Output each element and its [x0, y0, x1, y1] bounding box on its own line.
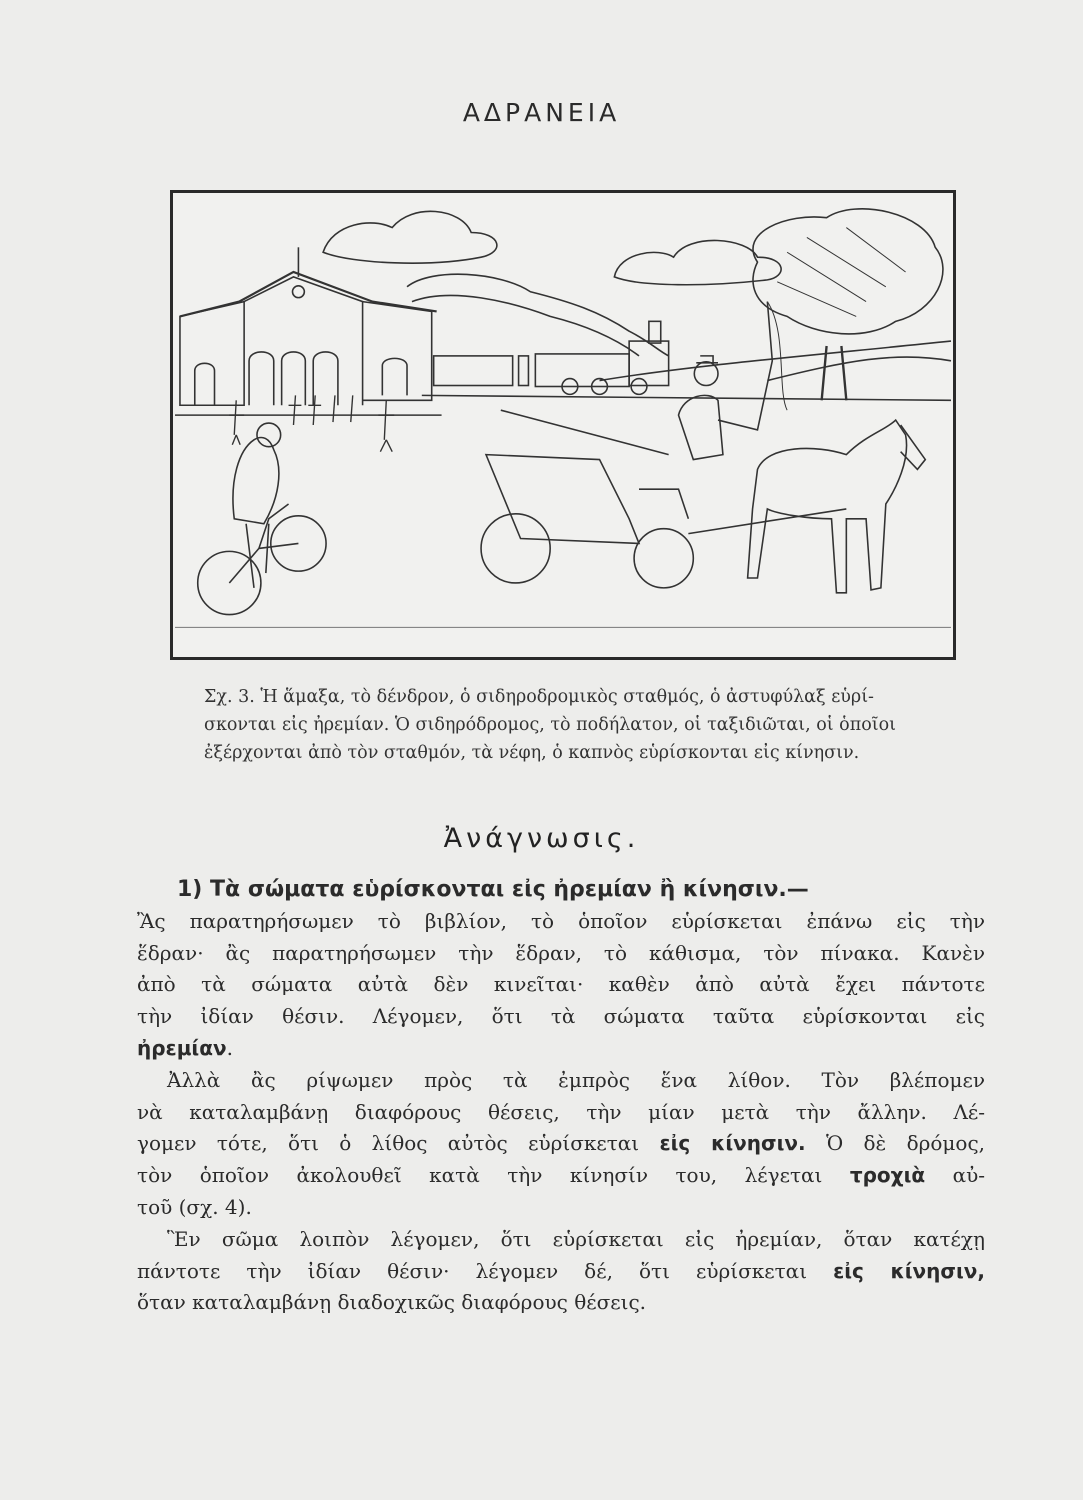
running-head: ΑΔΡΑΝΕΙΑ [462, 98, 621, 127]
subsection-heading [137, 874, 985, 906]
figure-illustration [170, 190, 956, 660]
term-motion-2: εἰς κίνησιν, [833, 1258, 986, 1283]
paragraph-1-period: . [226, 1035, 233, 1060]
paragraph-2-line-2: νὰ καταλαμβάνῃ διαφόρους θέσεις, τὴν μίαν μετὰ τὴν ἄλλην. Λέ- [137, 1099, 985, 1124]
station-scene-drawing [173, 193, 953, 657]
figure-caption [204, 683, 964, 767]
section-heading: Ἀνάγνωσις. [443, 823, 640, 854]
paragraph-3-line-3: ὅταν καταλαμβάνῃ διαδοχικῶς διαφόρους θέσεις. [137, 1290, 647, 1315]
paragraph-2-line-4-text: τὸν ὁποῖον ἀκολουθεῖ κατὰ τὴν κίνησίν του, λέγεται [137, 1163, 823, 1188]
paragraph-2-line-4-tail: αὐ- [952, 1163, 986, 1188]
term-motion: εἰς κίνησιν. [659, 1131, 806, 1156]
paragraph-2-line-5: τοῦ (σχ. 4). [137, 1194, 252, 1219]
paragraph-3-line-2 [137, 1256, 985, 1288]
caption-line-2: σκονται εἰς ἠρεμίαν. Ὁ σιδηρόδρομος, τὸ ποδήλατον, οἱ ταξιδιῶται, οἱ ὁποῖοι [204, 715, 897, 735]
paragraph-1-line-3: ἀπὸ τὰ σώματα αὐτὰ δὲν κινεῖται· καθὲν ἀπὸ αὐτὰ ἔχει πάντοτε [137, 972, 985, 997]
paragraph-2-line-4 [137, 1160, 985, 1192]
paragraph-1-line-4: τὴν ἰδίαν θέσιν. Λέγομεν, ὅτι τὰ σώματα ταῦτα εὑρίσκονται εἰς [137, 1004, 985, 1029]
body-text [137, 874, 985, 1319]
caption-line-3: ἐξέρχονται ἀπὸ τὸν σταθμόν, τὰ νέφη, ὁ καπνὸς εὑρίσκονται εἰς κίνησιν. [204, 743, 860, 763]
paragraph-2-line-3-tail: Ὁ δὲ δρόμος, [825, 1131, 986, 1156]
paragraph-2-line-3 [137, 1128, 985, 1160]
paragraph-1-line-5 [137, 1033, 985, 1065]
paragraph-3-line-1: Ἓν σῶμα λοιπὸν λέγομεν, ὅτι εὑρίσκεται εἰς ἠρεμίαν, ὅταν κατέχῃ [167, 1226, 985, 1251]
paragraph-2-line-1: Ἀλλὰ ἂς ρίψωμεν πρὸς τὰ ἐμπρὸς ἕνα λίθον. Τὸν βλέπομεν [167, 1067, 985, 1092]
term-trajectory: τροχιὰ [849, 1163, 926, 1188]
paragraph-2-line-3-text: γομεν τότε, ὅτι ὁ λίθος αὐτὸς εὑρίσκεται [137, 1131, 640, 1156]
paragraph-1-line-1: Ἂς παρατηρήσωμεν τὸ βιβλίον, τὸ ὁποῖον εὑρίσκεται ἐπάνω εἰς τὴν [137, 908, 985, 933]
subsection-title: Τὰ σώματα εὑρίσκονται εἰς ἠρεμίαν ἢ κίνησιν.— [210, 877, 809, 902]
subsection-number: 1) [177, 877, 203, 902]
caption-line-1: Σχ. 3. Ἡ ἅμαξα, τὸ δένδρον, ὁ σιδηροδρομικὸς σταθμός, ὁ ἀστυφύλαξ εὑρί- [204, 687, 874, 707]
paragraph-1-line-2: ἕδραν· ἂς παρατηρήσωμεν τὴν ἕδραν, τὸ κάθισμα, τὸν πίνακα. Κανὲν [137, 940, 985, 965]
paragraph-3-line-2-text: πάντοτε τὴν ἰδίαν θέσιν· λέγομεν δέ, ὅτι εὑρίσκεται [137, 1258, 808, 1283]
term-rest: ἠρεμίαν [137, 1035, 227, 1060]
